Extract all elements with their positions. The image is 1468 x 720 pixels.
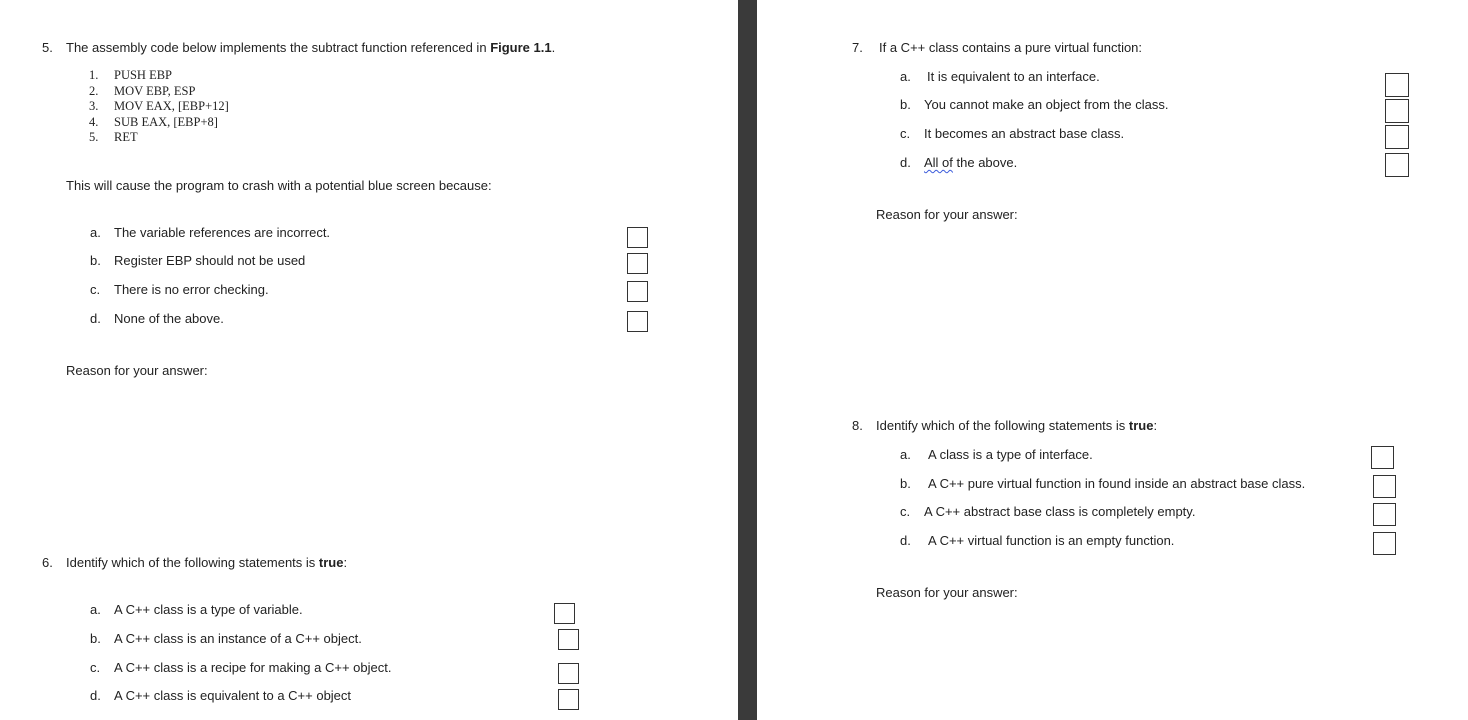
answer-checkbox[interactable] [627, 227, 648, 248]
q5-period: . [551, 40, 556, 55]
option-text: A class is a type of interface. [928, 447, 1093, 462]
option-text: A C++ abstract base class is completely empty. [924, 504, 1196, 519]
code-line: RET [114, 130, 138, 144]
answer-checkbox[interactable] [558, 663, 579, 684]
q5-followup: This will cause the program to crash with a potential blue screen because: [66, 178, 492, 193]
answer-checkbox[interactable] [1385, 99, 1409, 123]
option-letter: a. [90, 602, 101, 617]
code-line-number: 1. [89, 68, 99, 82]
code-line-number: 4. [89, 115, 99, 129]
option-text: A C++ virtual function is an empty function. [928, 533, 1175, 548]
code-line-number: 3. [89, 99, 99, 113]
spellcheck-flagged-text: All of [924, 155, 953, 170]
answer-checkbox[interactable] [1385, 153, 1409, 177]
code-line: SUB EAX, [EBP+8] [114, 115, 218, 129]
option-text-rest: the above. [952, 155, 1018, 170]
option-text [924, 155, 1017, 171]
option-letter: c. [900, 126, 911, 141]
option-letter: b. [900, 97, 911, 112]
answer-checkbox[interactable] [558, 629, 579, 650]
q5-question [66, 40, 555, 56]
code-line: PUSH EBP [114, 68, 173, 82]
option-letter: a. [90, 225, 101, 240]
option-text: None of the above. [114, 311, 224, 326]
q5-figure-ref: Figure 1.1 [490, 40, 552, 55]
code-line-number: 5. [89, 130, 99, 144]
option-text: A C++ class is equivalent to a C++ object [114, 688, 352, 703]
option-text: A C++ class is a recipe for making a C++ object. [114, 660, 392, 675]
answer-checkbox[interactable] [1385, 73, 1409, 97]
answer-checkbox[interactable] [554, 603, 575, 624]
answer-checkbox[interactable] [1373, 503, 1396, 526]
option-text: The variable references are incorrect. [114, 225, 331, 240]
answer-checkbox[interactable] [627, 281, 648, 302]
answer-checkbox[interactable] [1373, 532, 1396, 555]
option-text: You cannot make an object from the class. [924, 97, 1169, 112]
option-letter: a. [900, 447, 911, 462]
reason-label: Reason for your answer: [66, 363, 208, 378]
option-text: A C++ class is a type of variable. [114, 602, 303, 617]
document-page-right [757, 0, 1468, 720]
answer-checkbox[interactable] [627, 253, 648, 274]
q8-question-text: Identify which of the following statements is [876, 418, 1126, 433]
option-text: A C++ pure virtual function in found inside an abstract base class. [928, 476, 1306, 491]
answer-checkbox[interactable] [627, 311, 648, 332]
option-letter: c. [90, 282, 101, 297]
q6-question-text: Identify which of the following statements is [66, 555, 316, 570]
answer-checkbox[interactable] [1371, 446, 1394, 469]
option-letter: b. [900, 476, 911, 491]
code-line: MOV EBP, ESP [114, 84, 196, 98]
option-letter: c. [900, 504, 911, 519]
option-letter: c. [90, 660, 101, 675]
code-line: MOV EAX, [EBP+12] [114, 99, 229, 113]
option-letter: d. [90, 688, 101, 703]
q8-emphasis: true [1128, 418, 1154, 433]
q6-emphasis: true [318, 555, 344, 570]
option-letter: a. [900, 69, 911, 84]
q6-number: 6. [42, 555, 53, 570]
option-text: It is equivalent to an interface. [927, 69, 1100, 84]
page-divider [738, 0, 757, 720]
q5-question-text: The assembly code below implements the subtract function referenced in [66, 40, 487, 55]
answer-checkbox[interactable] [1385, 125, 1409, 149]
q8-question [876, 418, 1157, 434]
option-text: Register EBP should not be used [114, 253, 306, 268]
option-letter: d. [900, 533, 911, 548]
q8-number: 8. [852, 418, 863, 433]
q6-colon: : [343, 555, 348, 570]
option-text: A C++ class is an instance of a C++ object. [114, 631, 362, 646]
option-letter: b. [90, 631, 101, 646]
answer-checkbox[interactable] [1373, 475, 1396, 498]
option-text: It becomes an abstract base class. [924, 126, 1125, 141]
option-letter: b. [90, 253, 101, 268]
reason-label: Reason for your answer: [876, 207, 1018, 222]
q7-number: 7. [852, 40, 863, 55]
q8-colon: : [1153, 418, 1158, 433]
code-line-number: 2. [89, 84, 99, 98]
answer-checkbox[interactable] [558, 689, 579, 710]
q6-question [66, 555, 347, 571]
reason-label: Reason for your answer: [876, 585, 1018, 600]
option-letter: d. [900, 155, 911, 170]
q7-question: If a C++ class contains a pure virtual function: [879, 40, 1143, 55]
option-letter: d. [90, 311, 101, 326]
option-text: There is no error checking. [114, 282, 269, 297]
q5-number: 5. [42, 40, 53, 55]
